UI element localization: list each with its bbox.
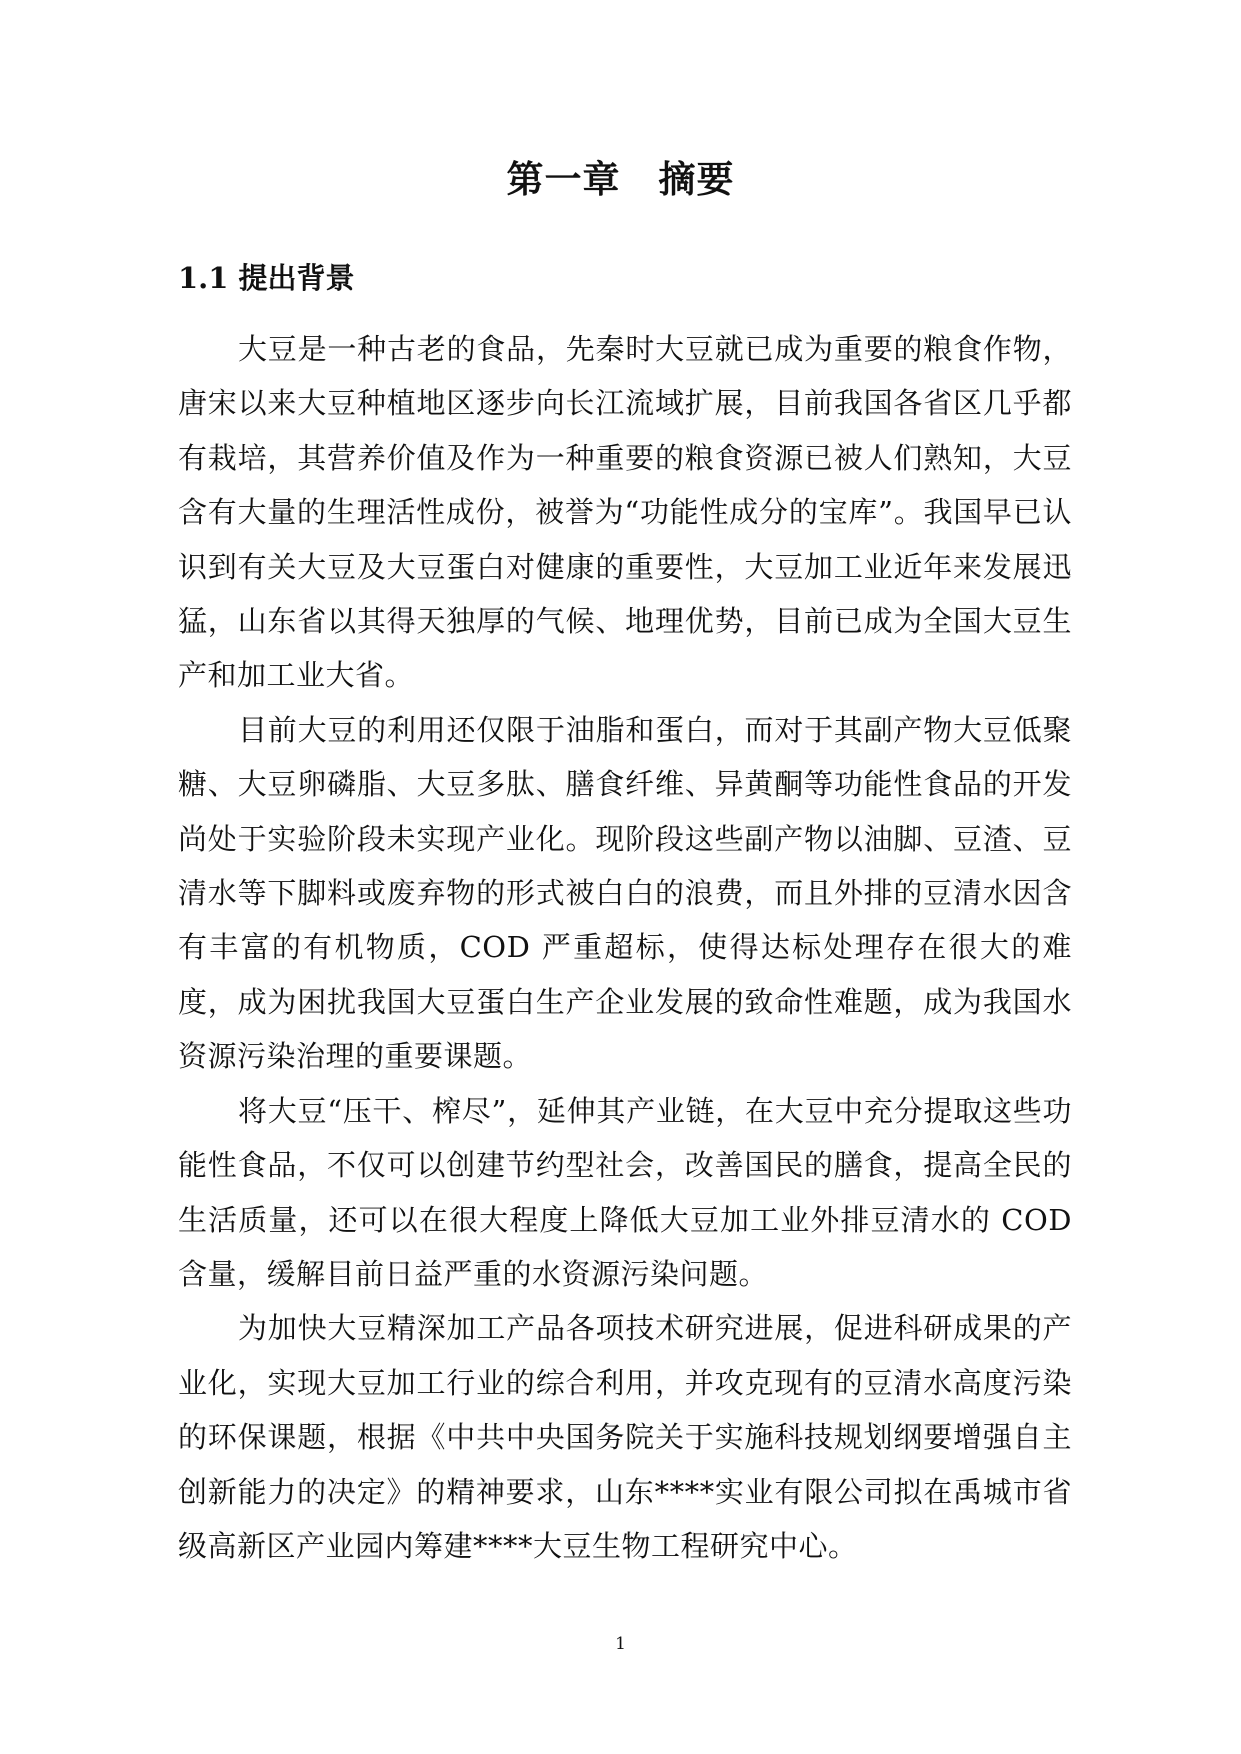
paragraph: 将大豆“压干、榨尽”，延伸其产业链，在大豆中充分提取这些功能性食品，不仅可以创建节约型社会，改善国民的膳食，提高全民的生活质量，还可以在很大程度上降低大豆加工业外排豆清水的 COD 含量，缓解目前日益严重的水资源污染问题。 xyxy=(178,1093,1072,1291)
body-text xyxy=(178,322,1072,1573)
page-number: 1 xyxy=(615,1634,626,1654)
paragraph: 目前大豆的利用还仅限于油脂和蛋白，而对于其副产物大豆低聚糖、大豆卵磷脂、大豆多肽、膳食纤维、异黄酮等功能性食品的开发尚处于实验阶段未实现产业化。现阶段这些副产物以油脚、豆渣、豆清水等下脚料或废弃物的形式被白白的浪费，而且外排的豆清水因含有丰富的有机物质，COD 严重超标，使得达标处理存在很大的难度，成为困扰我国大豆蛋白生产企业发展的致命性难题，成为我国水资源污染治理的重要课题。 xyxy=(178,712,1072,1074)
chapter-title: 第一章 摘要 xyxy=(506,157,735,201)
paragraph: 为加快大豆精深加工产品各项技术研究进展，促进科研成果的产业化，实现大豆加工行业的综合利用，并攻克现有的豆清水高度污染的环保课题，根据《中共中央国务院关于实施科技规划纲要增强自主创新能力的决定》的精神要求，山东****实业有限公司拟在禹城市省级高新区产业园内筹建****大豆生物工程研究中心。 xyxy=(178,1311,1072,1563)
paragraph: 大豆是一种古老的食品，先秦时大豆就已成为重要的粮食作物，唐宋以来大豆种植地区逐步向长江流域扩展，目前我国各省区几乎都有栽培，其营养价值及作为一种重要的粮食资源已被人们熟知，大豆含有大量的生理活性成份，被誉为“功能性成分的宝库”。我国早已认识到有关大豆及大豆蛋白对健康的重要性，大豆加工业近年来发展迅猛，山东省以其得天独厚的气候、地理优势，目前已成为全国大豆生产和加工业大省。 xyxy=(178,332,1072,693)
section-title: 1.1 提出背景 xyxy=(178,261,355,295)
